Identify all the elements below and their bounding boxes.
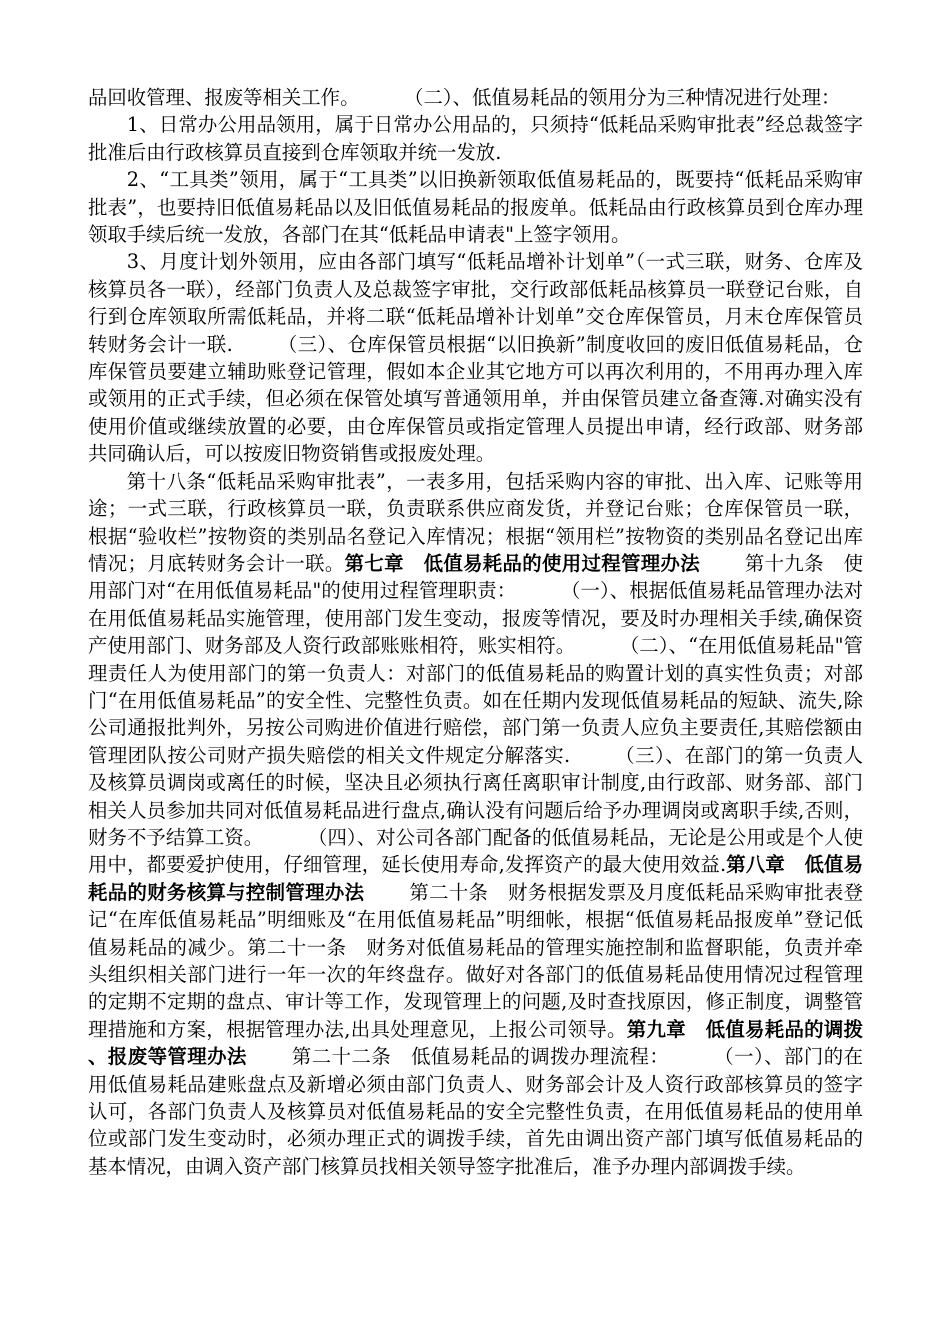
text-run: （二）、低值易耗品的领用分为三种情况进行处理：: [404, 86, 841, 109]
text-run: 第十九条 使用部门对“在用低值易耗品"的使用过程管理职责：: [88, 551, 864, 603]
paragraph-2: 1、日常办公用品领用，属于日常办公用品的，只须持“低耗品采购审批表”经总裁签字批准后由行政核算员直接到仓库领取并统一发放.: [88, 113, 863, 164]
text-run: （三）、在部门的第一负责人及核算员调岗或离任的时候，坚决且必须执行离任离职审计制度,由行政部、财务部、部门相关人员参加共同对低值易耗品进行盘点,确认没有问题后给予办理调岗或离职手续,否则，财务不予结算工资。: [88, 743, 863, 849]
paragraph-3: 2、“工具类”领用，属于“工具类”以旧换新领取低值易耗品的，既要持“低耗品采购审批表”，也要持旧低值易耗品以及旧低值易耗品的报废单。低耗品由行政核算员到仓库办理领取手续后统一发放，各部门在其“低耗品申请表"上签字领用。: [88, 168, 863, 247]
paragraph-5: [88, 468, 863, 1181]
text-run: （一）、部门的在用低值易耗品建账盘点及新增必须由部门负责人、财务部会计及人资行政部核算员的签字认可，各部门负责人及核算员对低值易耗品的安全完整性负责，在用低值易耗品的使用单位或部门发生变动时，必须办理正式的调拨手续，首先由调出资产部门填写低值易耗品的基本情况，由调入资产部门核算员找相关领导签字批准后，准予办理内部调拨手续。: [88, 1045, 864, 1178]
text-run: 第二十条 财务根据发票及月度低耗品采购审批表登记“在库低值易耗品”明细账及“在用低值易耗品”明细帐，根据“低值易耗品报废单”登记低值易耗品的减少。第二十一条 财务对低值易耗品的管理实施控制和监督职能，负责并牵头组织相关部门进行一年一次的年终盘存。做好对各部门的低值易耗品使用情况过程管理的定期不定期的盘点、审计等工作，发现管理上的问题,及时查找原因，修正制度，调整管理措施和方案，根据管理办法,出具处理意见，上报公司领导。: [88, 880, 864, 1041]
text-run: （二）、“在用低值易耗品"管理责任人为使用部门的第一负责人：对部门的低值易耗品的购置计划的真实性负责；对部门“在用低值易耗品”的安全性、完整性负责。如在任期内发现低值易耗品的短缺、流失,除公司通报批判外，另按公司购进价值进行赔偿，部门第一负责人应负主要责任,其赔偿额由管理团队按公司财产损失赔偿的相关文件规定分解落实.: [88, 634, 863, 767]
chapter-7-heading: 第七章 低值易耗品的使用过程管理办法: [344, 551, 700, 575]
text-run: 3、月度计划外领用，应由各部门填写“低耗品增补计划单”（一式三联，财务、仓库及核算员各一联），经部门负责人及总裁签字审批，交行政部低耗品核算员一联登记台账，自行到仓库领取所需低耗品，并将二联“低耗品增补计划单”交仓库保管员，月末仓库保管员转财务会计一联.: [88, 250, 863, 356]
text-run: 第十八条“低耗品采购审批表”，一表多用，包括采购内容的审批、出入库、记账等用途；一式三联，行政核算员一联，负责联系供应商发货，并登记台账；仓库保管员一联，根据“验收栏”按物资的类别品名登记入库情况；根据“领用栏”按物资的类别品名登记出库情况；月底转财务会计一联。: [88, 469, 863, 575]
chapter-9-heading: 第九章 低值易耗品的调拨、报废等管理办法: [88, 1017, 864, 1069]
text-run: 品回收管理、报废等相关工作。: [88, 86, 360, 109]
text-run: （四）、对公司各部门配备的低值易耗品，无论是公用或是个人使用中，都要爱护使用，仔细管理，延长使用寿命,发挥资产的最大使用效益.: [88, 825, 863, 877]
text-run: 第二十二条 低值易耗品的调拨办理流程：: [291, 1045, 670, 1069]
text-run: （三）、仓库保管员根据“以旧换新”制度收回的废旧低值易耗品，仓库保管员要建立辅助账登记管理，假如本企业其它地方可以再次利用的，不用再办理入库或领用的正式手续，但必须在保管处填写普通领用单，并由保管员建立备查簿.对确实没有使用价值或继续放置的必要，由仓库保管员或指定管理人员提出申请，经行政部、财务部共同确认后，可以按废旧物资销售或报废处理。: [88, 332, 863, 466]
chapter-8-heading: 第八章 低值易耗品的财务核算与控制管理办法: [88, 853, 864, 904]
text-run: （一）、根据低值易耗品管理办法对在用低值易耗品实施管理，使用部门发生变动，报废等情况，要及时办理相关手续,确保资产使用部门、财务部及人资行政部账账相符，账实相符。: [88, 579, 863, 658]
document-body: [88, 84, 863, 1180]
paragraph-4: [88, 248, 863, 467]
paragraph-1: [88, 84, 863, 111]
